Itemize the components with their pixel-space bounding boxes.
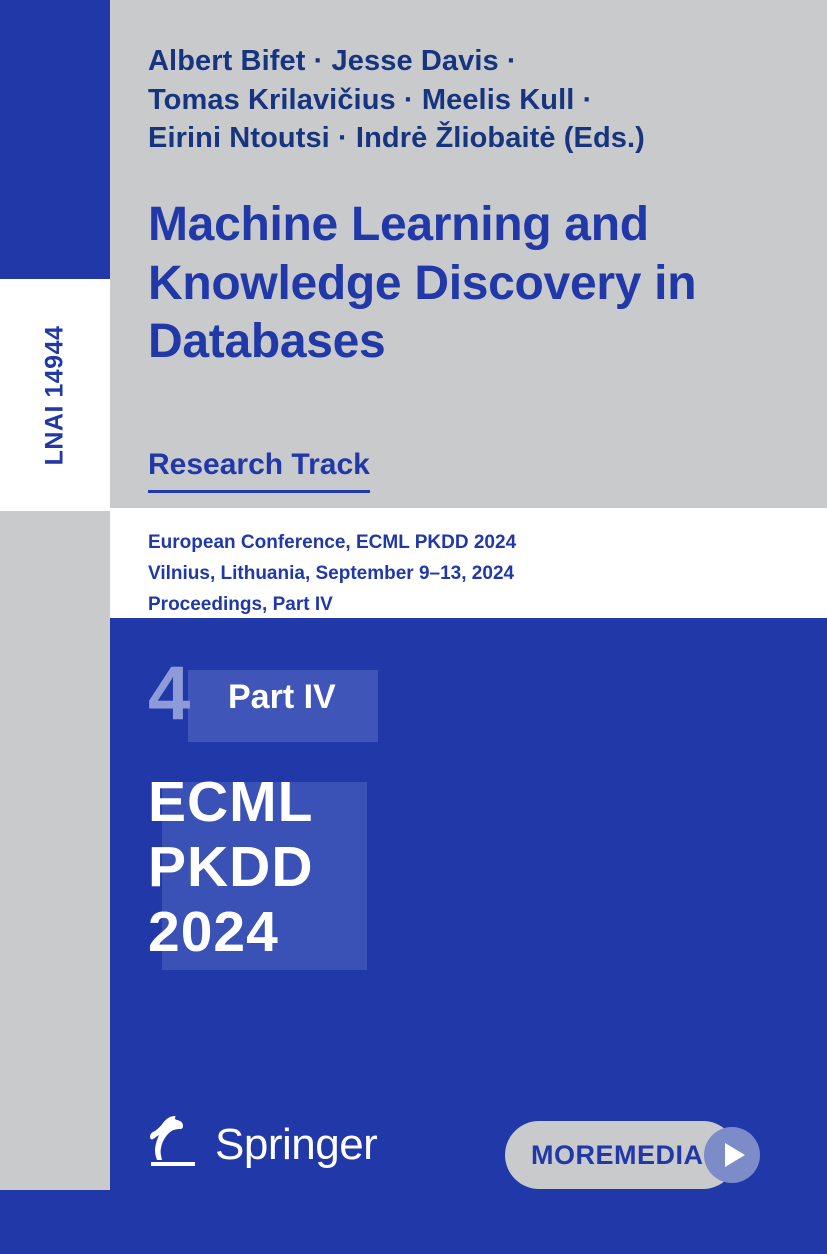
ecml-pkdd-logo <box>148 770 378 970</box>
spine-bottom-block <box>0 1190 110 1254</box>
conference-line-2: Vilnius, Lithuania, September 9–13, 2024 <box>148 562 515 584</box>
springer-wordmark: Springer <box>215 1119 378 1169</box>
moremedia-label: MOREMEDIA <box>531 1139 704 1170</box>
part-graphic <box>148 651 378 756</box>
spine-grey-block <box>0 511 110 1254</box>
editors-line-3: Eirini Ntoutsi · Indrė Žliobaitė (Eds.) <box>148 122 645 155</box>
book-subtitle: Research Track <box>148 448 370 493</box>
conference-info <box>148 528 788 620</box>
conference-line-3: Proceedings, Part IV <box>148 593 333 615</box>
series-label <box>0 279 110 511</box>
part-number: 4 <box>148 651 191 736</box>
springer-logo <box>145 1112 377 1177</box>
moremedia-badge[interactable] <box>505 1121 737 1189</box>
book-title: Machine Learning and Knowledge Discovery in Databases <box>148 198 697 369</box>
spine-top-block <box>0 0 110 279</box>
springer-horse-icon <box>145 1112 201 1177</box>
play-triangle-shape <box>725 1143 745 1167</box>
part-label: Part IV <box>228 678 336 716</box>
logo-text <box>148 770 314 965</box>
logo-line-3: 2024 <box>148 899 279 964</box>
conference-line-1: European Conference, ECML PKDD 2024 <box>148 532 517 553</box>
play-icon[interactable] <box>704 1127 760 1183</box>
logo-line-1: ECML <box>148 770 314 834</box>
series-label-text: LNAI 14944 <box>40 325 69 465</box>
logo-line-2: PKDD <box>148 834 314 899</box>
editors-line-2: Tomas Krilavičius · Meelis Kull · <box>148 83 593 116</box>
editors-line-1: Albert Bifet · Jesse Davis · <box>148 45 517 77</box>
editors-list <box>148 42 788 158</box>
